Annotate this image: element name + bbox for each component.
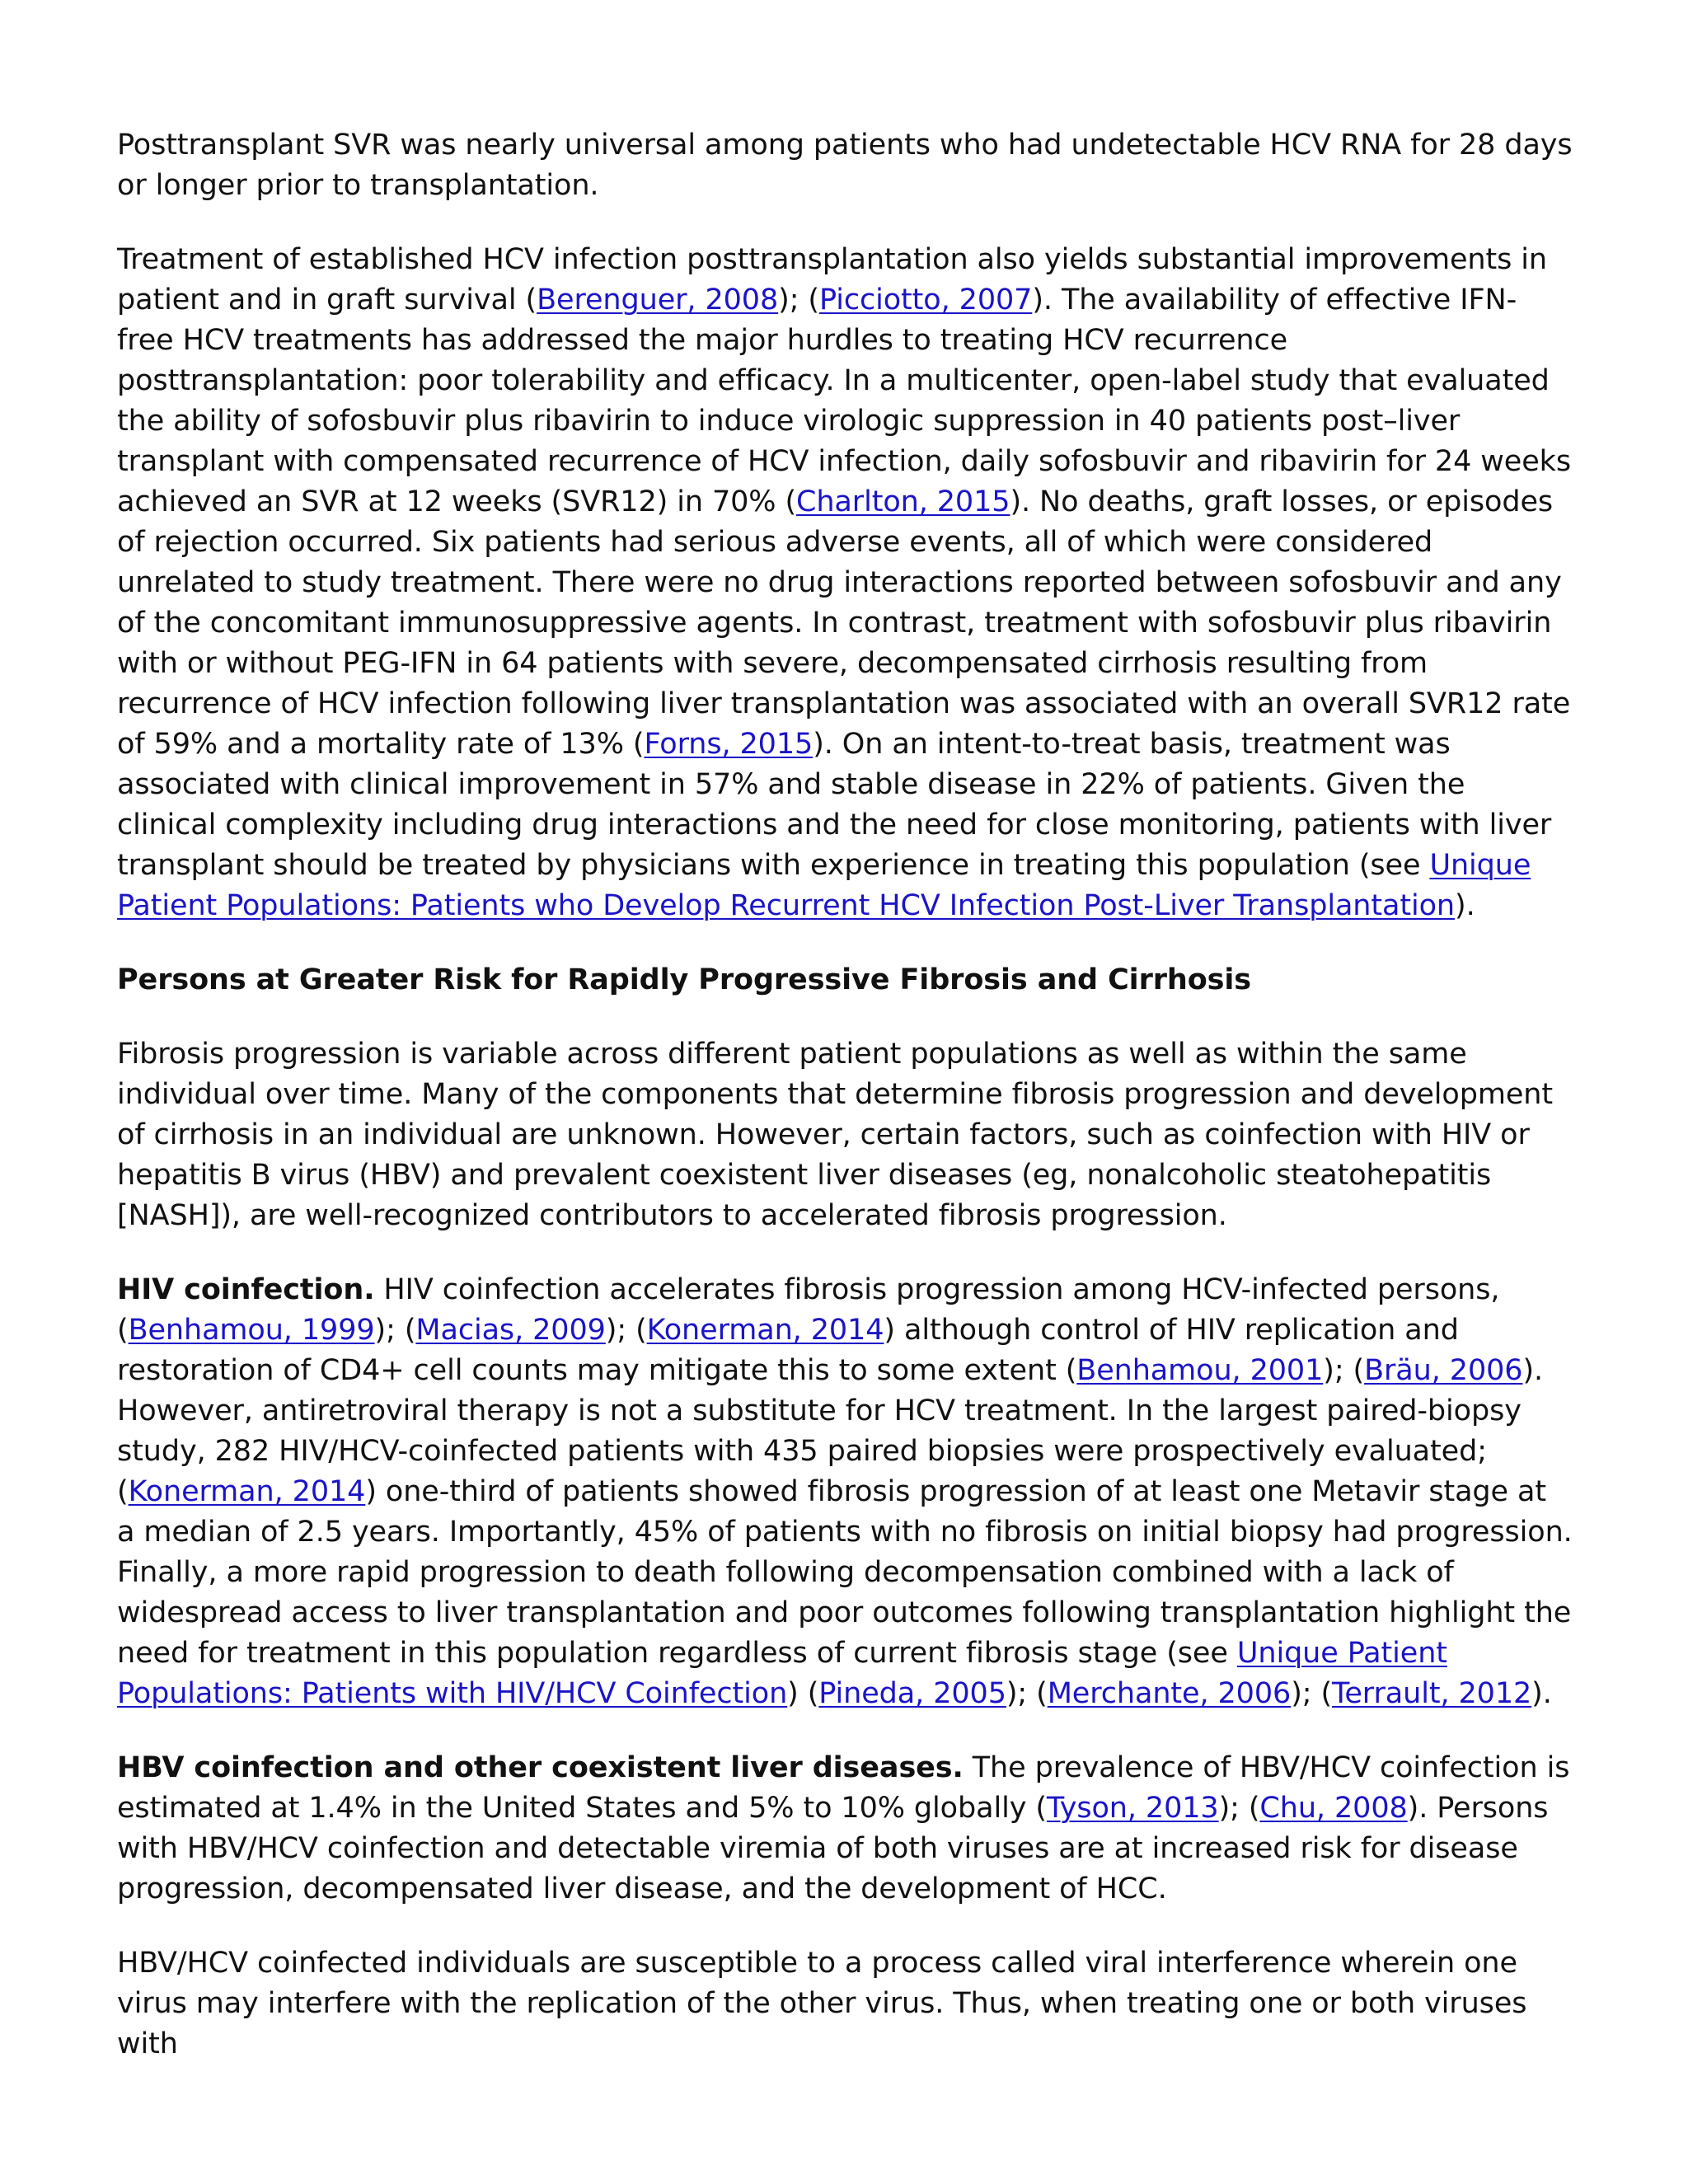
text-run: ). No deaths, graft losses, or episodes of rejection occurred. Six patients had serious adverse events, all of which were considered unrelated to study treatment. There were no drug interactions reported between sofosbuvir and any of the concomitant immunosuppressive agents. In contrast, treatment with sofosbuvir plus ribavirin with or without PEG-IFN in 64 patients with severe, decompensated cirrhosis resulting from recurrence of HCV infection following liver transplantation was associated with an overall SVR12 rate of 59% and a mortality rate of 13% ( xyxy=(117,485,1571,761)
citation-link-konerman-2014-second[interactable]: Konerman, 2014 xyxy=(128,1475,366,1508)
paragraph-lead-hbv-coinfection: HBV coinfection and other coexistent liver diseases. xyxy=(117,1751,964,1784)
text-run: ) ( xyxy=(787,1677,819,1710)
citation-link-macias-2009[interactable]: Macias, 2009 xyxy=(415,1314,606,1347)
citation-link-konerman-2014[interactable]: Konerman, 2014 xyxy=(646,1314,884,1347)
paragraph-hbv-coinfection xyxy=(117,1748,1573,1910)
citation-link-chu-2008[interactable]: Chu, 2008 xyxy=(1259,1792,1408,1825)
text-run: ). xyxy=(1531,1677,1552,1710)
text-run: ); ( xyxy=(1006,1677,1048,1710)
text-run: ); ( xyxy=(374,1314,416,1347)
citation-link-pineda-2005[interactable]: Pineda, 2005 xyxy=(818,1677,1006,1710)
text-run: ). On an intent-to-treat basis, treatment was associated with clinical improvement in 57% and stable disease in 22% of patients. Given the clinical complexity including drug interactions and the need for close monitoring, patients with liver transplant should be treated by physicians with experience in treating this population (see xyxy=(117,728,1552,882)
citation-link-forns-2015[interactable]: Forns, 2015 xyxy=(644,728,814,761)
text-run: ). Persons with HBV/HCV coinfection and detectable viremia of both viruses are at increased risk for disease progression, decompensated liver disease, and the development of HCC. xyxy=(117,1792,1549,1905)
citation-link-benhamou-2001[interactable]: Benhamou, 2001 xyxy=(1076,1354,1324,1387)
citation-link-terrault-2012[interactable]: Terrault, 2012 xyxy=(1332,1677,1532,1710)
paragraph-treatment-posttransplant xyxy=(117,240,1573,926)
paragraph-viral-interference xyxy=(117,1943,1573,2064)
text-run: ). xyxy=(1455,889,1475,922)
paragraph-posttransplant-svr xyxy=(117,125,1573,206)
text-run: ); ( xyxy=(1291,1677,1333,1710)
link-hiv-hcv-coinfection[interactable]: Unique Patient Populations: Patients with HIV/HCV Coinfection xyxy=(117,1637,1447,1710)
paragraph-lead-hiv-coinfection: HIV coinfection. xyxy=(117,1273,375,1306)
text-run: HIV coinfection accelerates fibrosis progression among HCV-infected persons, ( xyxy=(117,1273,1500,1347)
citation-link-berenguer-2008[interactable]: Berenguer, 2008 xyxy=(537,284,779,316)
paragraph-fibrosis-progression xyxy=(117,1034,1573,1236)
citation-link-brau-2006[interactable]: Bräu, 2006 xyxy=(1364,1354,1523,1387)
paragraph-text: Posttransplant SVR was nearly universal among patients who had undetectable HCV RNA for 28 days or longer prior to transplantation. xyxy=(117,129,1573,202)
text-run: ) although control of HIV replication and restoration of CD4+ cell counts may mitigate this to some extent ( xyxy=(117,1314,1459,1387)
citation-link-tyson-2013[interactable]: Tyson, 2013 xyxy=(1046,1792,1219,1825)
text-run: ); ( xyxy=(1218,1792,1260,1825)
link-recurrent-hcv-post-liver-transplantation[interactable]: Unique Patient Populations: Patients who Develop Recurrent HCV Infection Post-Liver Transplantation xyxy=(117,849,1531,922)
text-run: ). The availability of effective IFN-free HCV treatments has addressed the major hurdles to treating HCV recurrence posttransplantation: poor tolerability and efficacy. In a multicenter, open-label study that evaluated the ability of sofosbuvir plus ribavirin to induce virologic suppression in 40 patients post–liver transplant with compensated recurrence of HCV infection, daily sofosbuvir and ribavirin for 24 weeks achieved an SVR at 12 weeks (SVR12) in 70% ( xyxy=(117,284,1571,518)
text-run: ); ( xyxy=(605,1314,647,1347)
section-heading-rapid-fibrosis: Persons at Greater Risk for Rapidly Progressive Fibrosis and Cirrhosis xyxy=(117,963,1252,996)
paragraph-hiv-coinfection xyxy=(117,1270,1573,1714)
text-run: ); ( xyxy=(1323,1354,1365,1387)
citation-link-benhamou-1999[interactable]: Benhamou, 1999 xyxy=(128,1314,375,1347)
text-run: ) one-third of patients showed fibrosis progression of at least one Metavir stage at a median of 2.5 years. Importantly, 45% of patients with no fibrosis on initial biopsy had progression. Finally, a more rapid progression to death following decompensation combined with a lack of widespread access to liver transplantation and poor outcomes following transplantation highlight the need for treatment in this population regardless of current fibrosis stage (see xyxy=(117,1475,1573,1670)
text-run: ); ( xyxy=(778,284,819,316)
citation-link-merchante-2006[interactable]: Merchante, 2006 xyxy=(1047,1677,1292,1710)
text-run: Treatment of established HCV infection posttransplantation also yields substantial improvements in patient and in graft survival ( xyxy=(117,243,1547,316)
text-run: The prevalence of HBV/HCV coinfection is estimated at 1.4% in the United States and 5% to 10% globally ( xyxy=(117,1751,1570,1825)
paragraph-text: HBV/HCV coinfected individuals are susceptible to a process called viral interference wherein one virus may interfere with the replication of the other virus. Thus, when treating one or both viruses with xyxy=(117,1947,1527,2060)
citation-link-charlton-2015[interactable]: Charlton, 2015 xyxy=(796,485,1010,518)
text-run: ). However, antiretroviral therapy is not a substitute for HCV treatment. In the largest paired-biopsy study, 282 HIV/HCV-coinfected patients with 435 paired biopsies were prospectively evaluated; ( xyxy=(117,1354,1544,1508)
paragraph-text: Fibrosis progression is variable across different patient populations as well as within the same individual over time. Many of the components that determine fibrosis progression and development of cirrhosis in an individual are unknown. However, certain factors, such as coinfection with HIV or hepatitis B virus (HBV) and prevalent coexistent liver diseases (eg, nonalcoholic steatohepatitis [NASH]), are well-recognized contributors to accelerated fibrosis progression. xyxy=(117,1038,1553,1232)
citation-link-picciotto-2007[interactable]: Picciotto, 2007 xyxy=(818,284,1033,316)
